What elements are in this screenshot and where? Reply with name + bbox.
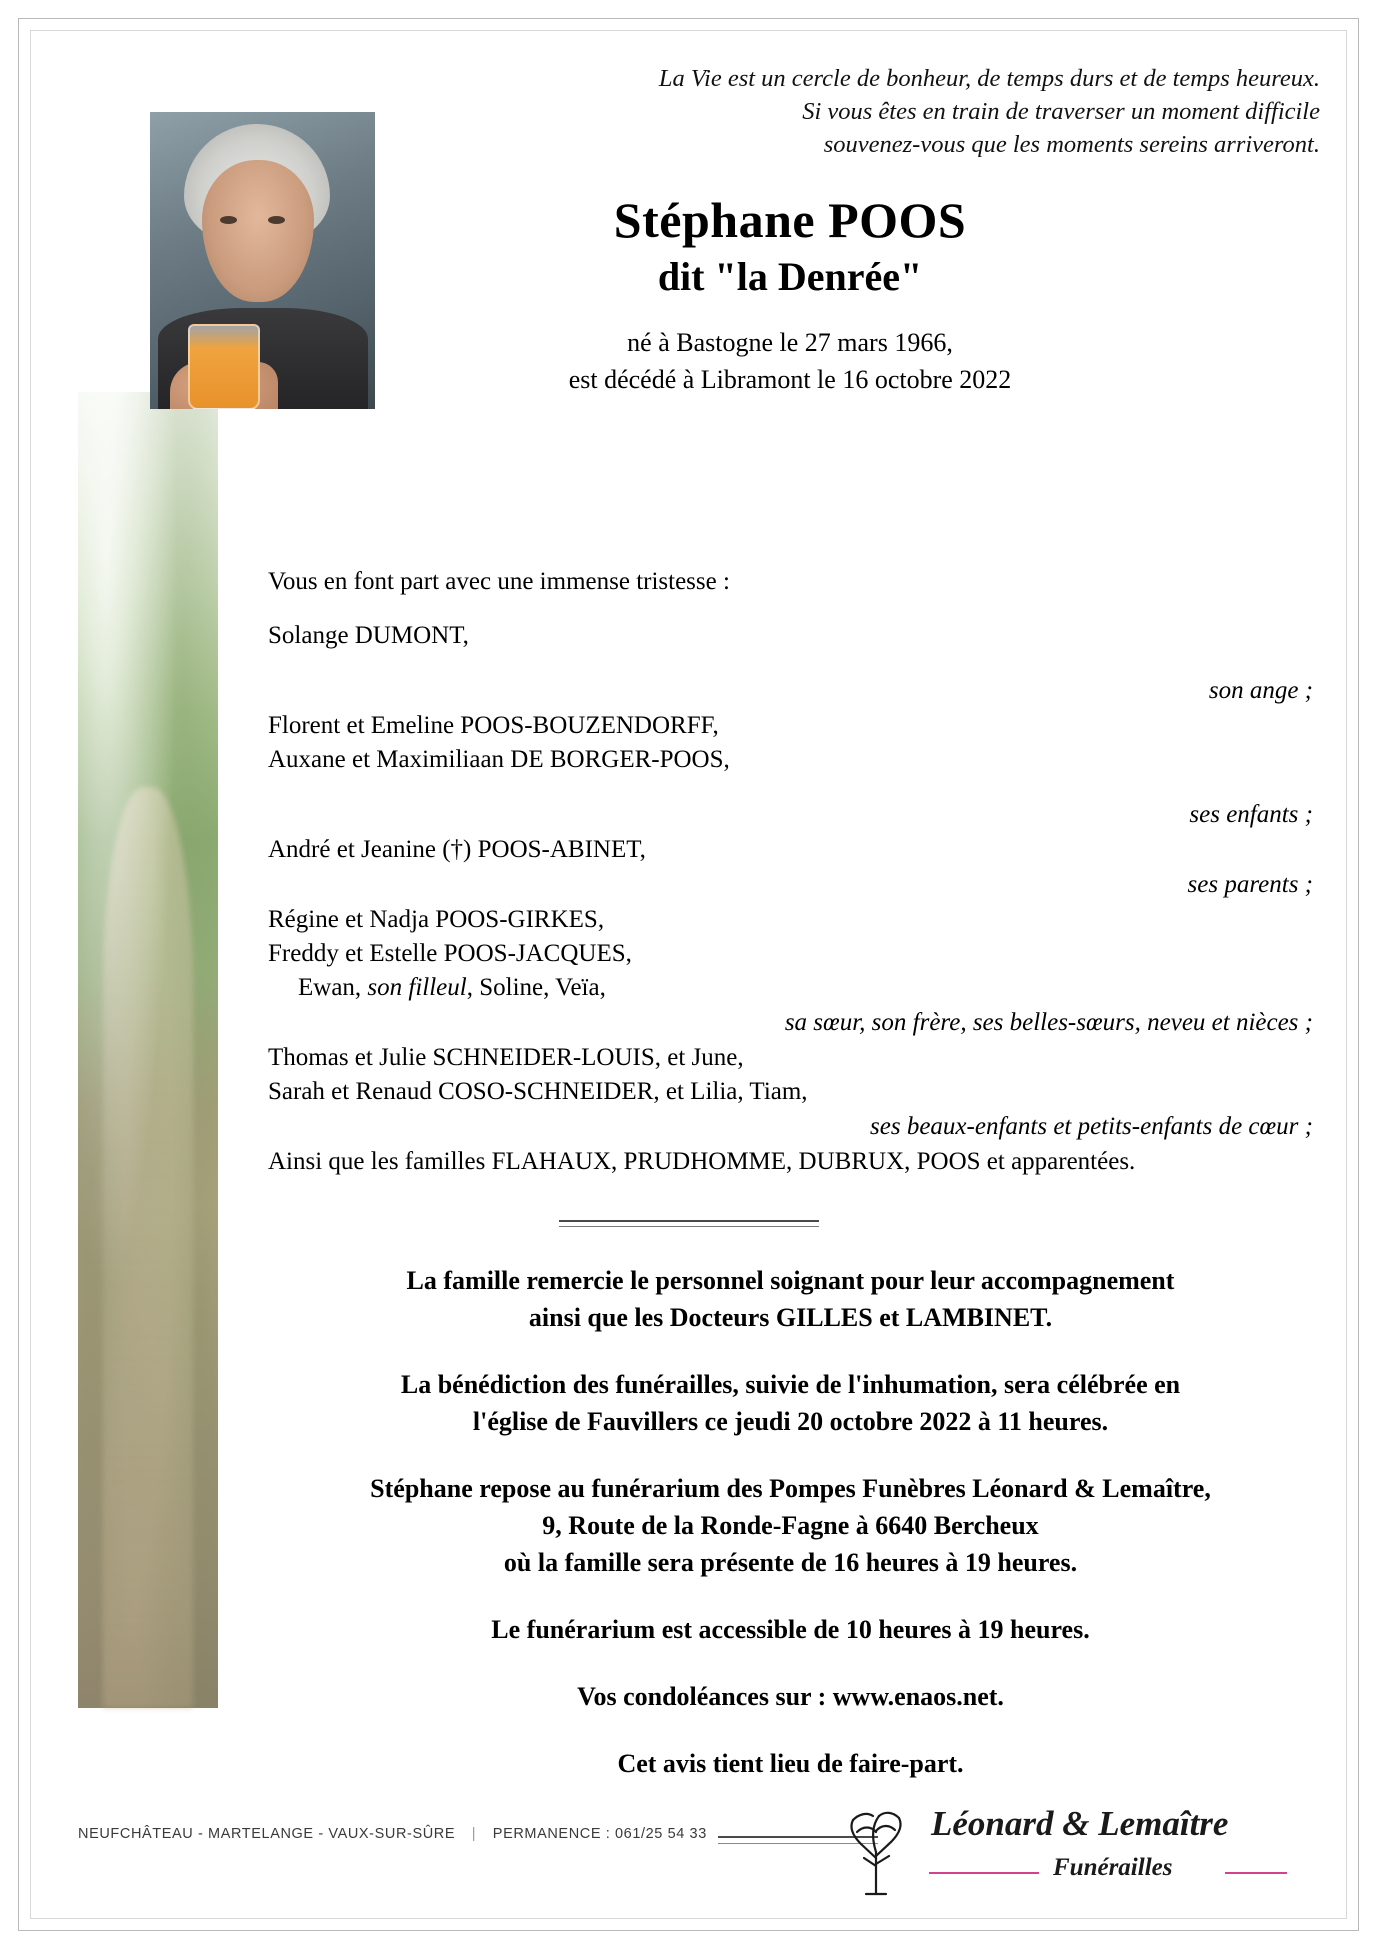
ceremony-paragraph (268, 1745, 1313, 1782)
footer-permanence: PERMANENCE : 061/25 54 33 (492, 1826, 707, 1842)
family-member-line: Solange DUMONT, (268, 622, 469, 649)
family-member-line: Auxane et Maximiliaan DE BORGER-POOS, (268, 746, 730, 773)
forest-photo-image (78, 392, 218, 1708)
agency-locations-footer (78, 1826, 707, 1842)
deceased-alias: dit "la Denrée" (657, 253, 923, 299)
portrait-eye-left (220, 216, 237, 224)
tree-icon (833, 1806, 919, 1898)
logo-accent-left (929, 1872, 1039, 1874)
divider-rule-thick (559, 1220, 819, 1222)
family-relation-label: sa sœur, son frère, ses belles-sœurs, neveu et nièces ; (784, 1009, 1313, 1036)
deceased-name: Stéphane POOS (613, 192, 967, 248)
family-member-line: Florent et Emeline POOS-BOUZENDORFF, (268, 712, 719, 739)
ceremony-line: 9, Route de la Ronde-Fagne à 6640 Bercheux (542, 1511, 1039, 1540)
ceremony-paragraph (268, 1611, 1313, 1648)
ceremony-line: Stéphane repose au funérarium des Pompes Funèbres Léonard & Lemaître, (370, 1474, 1211, 1503)
family-member-line: Ewan, son filleul, Soline, Veïa, (298, 974, 606, 1001)
footer-locations: NEUFCHÂTEAU - MARTELANGE - VAUX-SUR-SÛRE (78, 1826, 456, 1842)
ceremony-details (268, 1262, 1313, 1812)
quote-line-3: souvenez-vous que les moments sereins arriveront. (823, 131, 1320, 159)
family-relation-label: ses enfants ; (1189, 801, 1313, 828)
ceremony-paragraph (268, 1262, 1313, 1336)
opening-quote (420, 62, 1320, 161)
quote-line-2: Si vous êtes en train de traverser un moment difficile (802, 98, 1320, 126)
ceremony-paragraph (268, 1470, 1313, 1581)
family-member-line: Régine et Nadja POOS-GIRKES, (268, 906, 605, 933)
logo-accent-right (1225, 1872, 1287, 1874)
family-list (268, 619, 1313, 1179)
logo-brand-name: Léonard & Lemaître (931, 1804, 1229, 1843)
section-divider (559, 1220, 819, 1227)
ceremony-line: où la famille sera présente de 16 heures à 19 heures. (503, 1548, 1078, 1577)
family-relation-label: ses parents ; (1187, 871, 1313, 898)
divider-rule-thin (559, 1226, 819, 1227)
family-announcement (268, 565, 1313, 1179)
ceremony-paragraph (268, 1678, 1313, 1715)
announcement-intro: Vous en font part avec une immense tristesse : (268, 568, 730, 595)
death-line: est décédé à Libramont le 16 octobre 2022 (568, 365, 1012, 395)
ceremony-line: Cet avis tient lieu de faire-part. (617, 1749, 964, 1778)
ceremony-line: Vos condoléances sur : www.enaos.net. (577, 1682, 1004, 1711)
ceremony-paragraph (268, 1366, 1313, 1440)
family-member-line: Freddy et Estelle POOS-JACQUES, (268, 940, 632, 967)
funeral-home-logo (821, 1798, 1291, 1908)
birth-line: né à Bastogne le 27 mars 1966, (627, 327, 953, 357)
family-member-line: Sarah et Renaud COSO-SCHNEIDER, et Lilia, Tiam, (268, 1078, 808, 1105)
family-relation-label: son ange ; (1208, 677, 1313, 704)
ceremony-line: ainsi que les Docteurs GILLES et LAMBINET. (528, 1303, 1053, 1332)
footer-separator: | (471, 1826, 477, 1842)
spacer (268, 777, 1313, 797)
family-member-line: Ainsi que les familles FLAHAUX, PRUDHOMME, DUBRUX, POOS et apparentées. (268, 1148, 1136, 1175)
family-member-line: André et Jeanine (†) POOS-ABINET, (268, 836, 646, 863)
logo-brand-subtitle: Funérailles (1053, 1854, 1173, 1881)
ceremony-line: La bénédiction des funérailles, suivie de l'inhumation, sera célébrée en (400, 1370, 1181, 1399)
family-member-line: Thomas et Julie SCHNEIDER-LOUIS, et June, (268, 1044, 744, 1071)
ceremony-line: l'église de Fauvillers ce jeudi 20 octobre 2022 à 11 heures. (472, 1407, 1109, 1436)
ceremony-line: La famille remercie le personnel soignant pour leur accompagnement (406, 1266, 1175, 1295)
ceremony-line: Le funérarium est accessible de 10 heures à 19 heures. (491, 1615, 1090, 1644)
family-relation-label: ses beaux-enfants et petits-enfants de cœur ; (870, 1113, 1313, 1140)
spacer (268, 599, 1313, 619)
spacer (268, 653, 1313, 673)
quote-line-1: La Vie est un cercle de bonheur, de temps durs et de temps heureux. (658, 65, 1320, 92)
deceased-identity-block (270, 192, 1310, 399)
portrait-drink-glass (188, 324, 260, 409)
